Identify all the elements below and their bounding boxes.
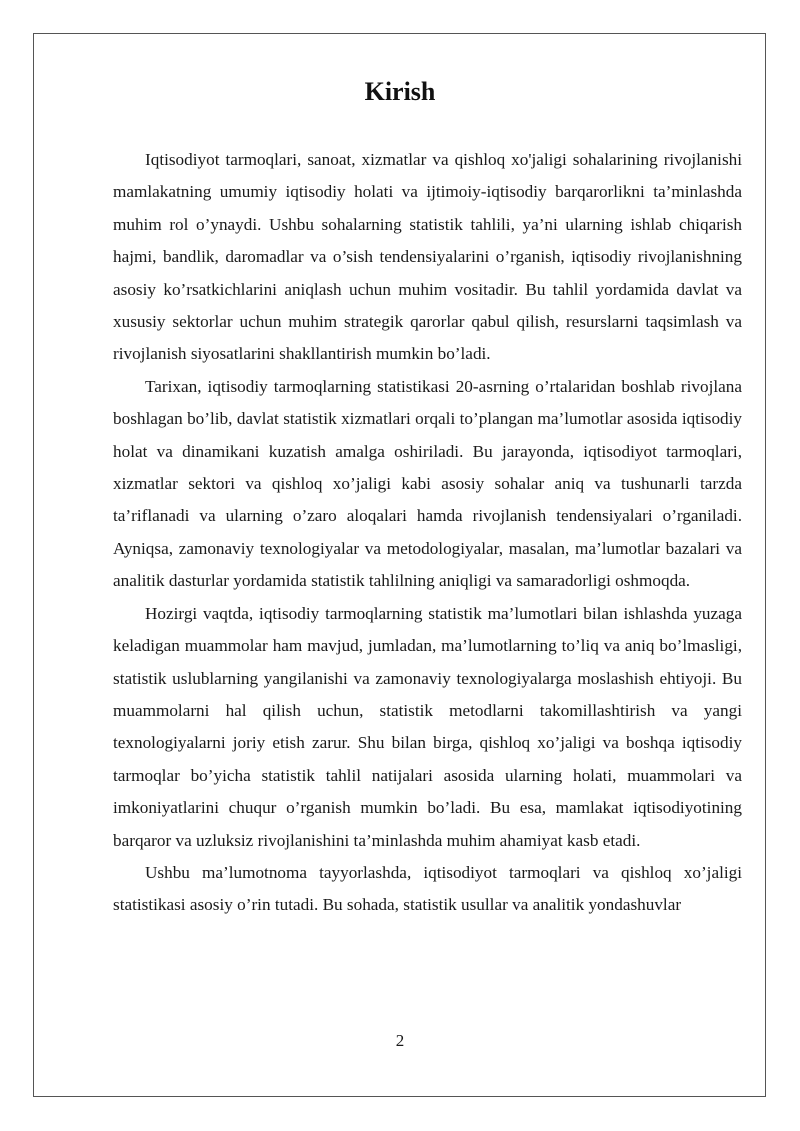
document-body (113, 144, 742, 922)
page-title: Kirish (364, 77, 436, 106)
paragraph-2: Tarixan, iqtisodiy tarmoqlarning statistikasi 20-asrning o’rtalaridan boshlab rivojlana boshlagan bo’lib, davlat statistik xizmatlari orqali to’plangan ma’lumotlar asosida iqtisodiy holat va dinamikani kuzatish amalga oshiriladi. Bu jarayonda, iqtisodiyot tarmoqlari, xizmatlar sektori va qishloq xo’jaligi kabi asosiy sohalar aniq va tushunarli tarzda ta’riflanadi va ularning o’zaro aloqalari hamda rivojlanish tendensiyalari o’rganiladi. Ayniqsa, zamonaviy texnologiyalar va metodologiyalar, masalan, ma’lumotlar bazalari va analitik dasturlar yordamida statistik tahlilning aniqligi va samaradorligi oshmoqda. (113, 376, 742, 591)
paragraph-4: Ushbu ma’lumotnoma tayyorlashda, iqtisodiyot tarmoqlari va qishloq xo’jaligi statistikasi asosiy o’rin tutadi. Bu sohada, statistik usullar va analitik yondashuvlar (113, 862, 742, 915)
paragraph-3: Hozirgi vaqtda, iqtisodiy tarmoqlarning statistik ma’lumotlari bilan ishlashda yuzaga keladigan muammolar ham mavjud, jumladan, ma’lumotlarning to’liq va aniq bo’lmasligi, statistik uslublarning yangilanishi va zamonaviy texnologiyalarga moslashish ehtiyoji. Bu muammolarni hal qilish uchun, statistik metodlarni takomillashtirish va yangi texnologiyalarni joriy etish zarur. Shu bilan birga, qishloq xo’jaligi va boshqa iqtisodiy tarmoqlar bo’yicha statistik tahlil natijalari asosida ularning holati, muammolari va imkoniyatlarini chuqur o’rganish mumkin bo’ladi. Bu esa, mamlakat iqtisodiyotining barqaror va uzluksiz rivojlanishini ta’minlashda muhim ahamiyat kasb etadi. (113, 603, 742, 850)
page-number: 2 (395, 1031, 405, 1050)
paragraph-1: Iqtisodiyot tarmoqlari, sanoat, xizmatlar va qishloq xo'jaligi sohalarining rivojlanishi mamlakatning umumiy iqtisodiy holati va ijtimoiy-iqtisodiy barqarorlikni ta’minlashda muhim rol o’ynaydi. Ushbu sohalarning statistik tahlili, ya’ni ularning ishlab chiqarish hajmi, bandlik, daromadlar va o’sish tendensiyalarini o’rganish, iqtisodiy rivojlanishning asosiy ko’rsatkichlarini aniqlash uchun muhim vositadir. Bu tahlil yordamida davlat va xususiy sektorlar uchun muhim strategik qarorlar qabul qilish, resurslarni taqsimlash va rivojlanish siyosatlarini shakllantirish mumkin bo’ladi. (113, 150, 742, 364)
